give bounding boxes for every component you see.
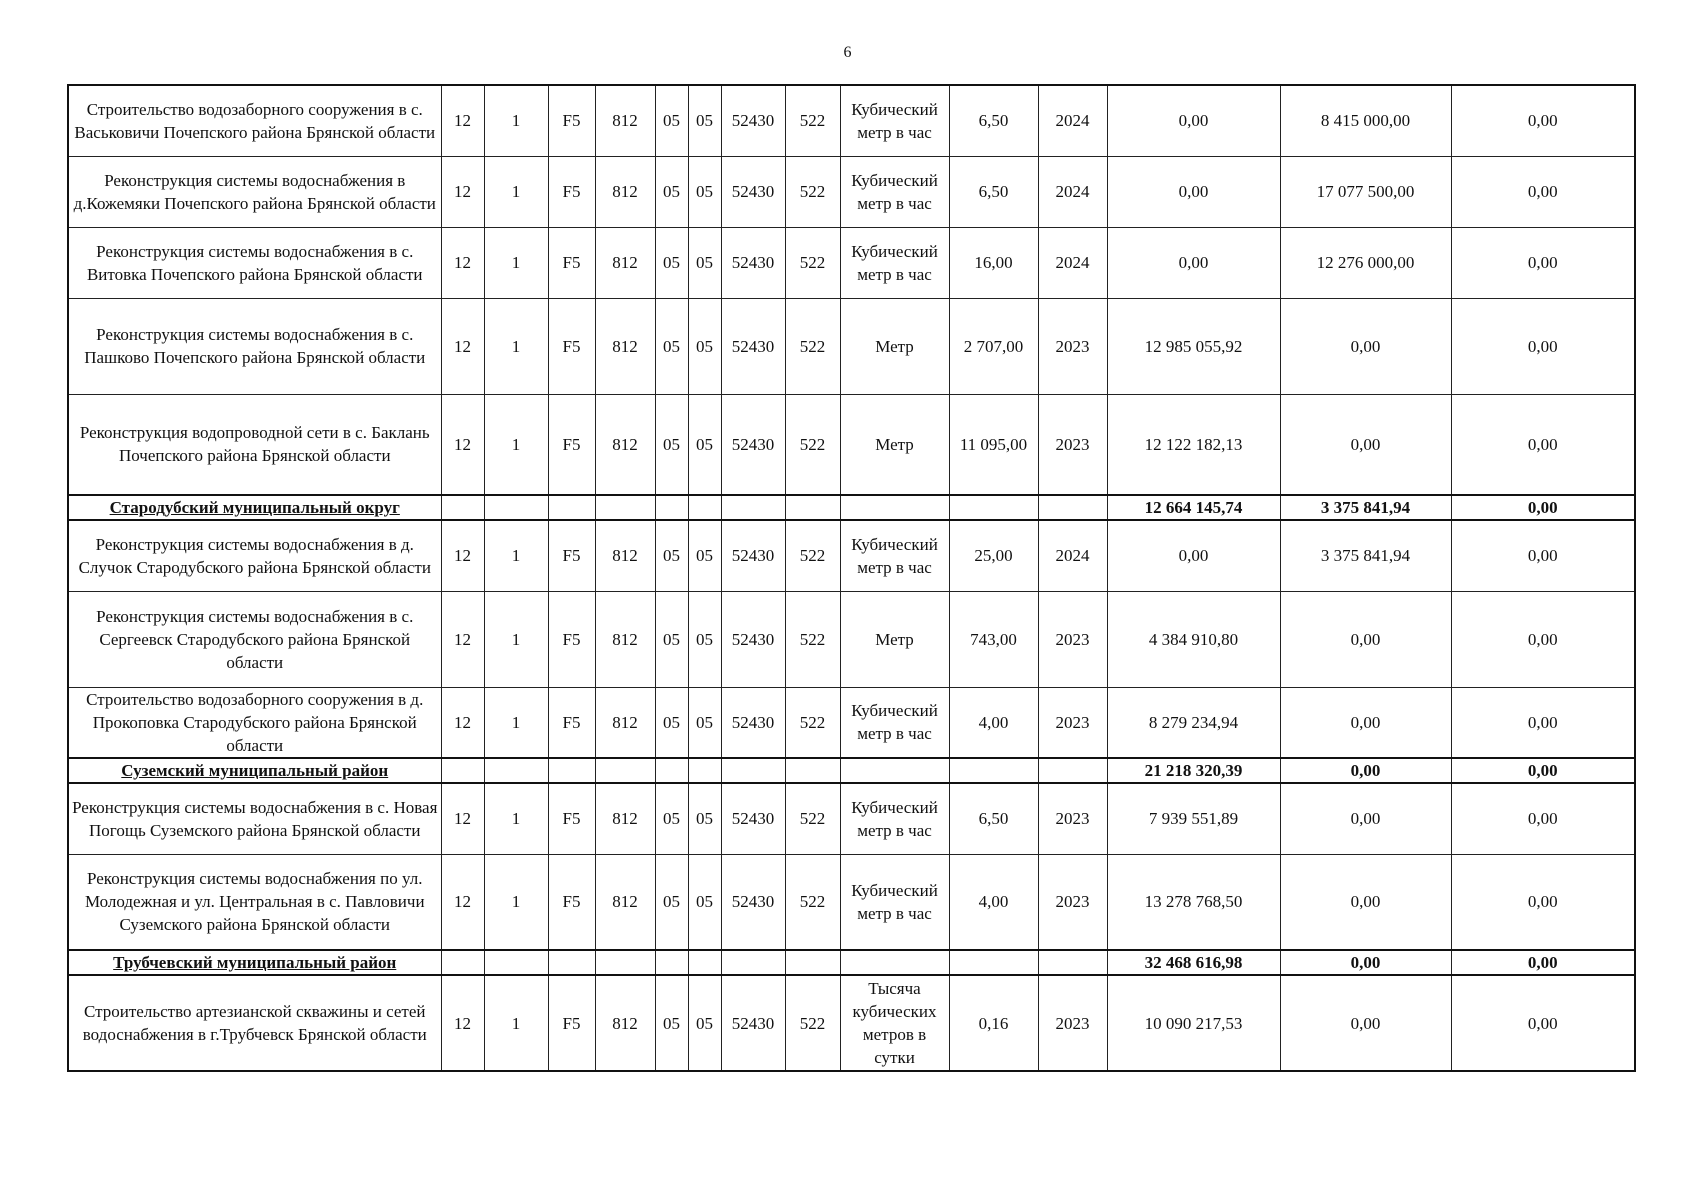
code-cell: 12	[441, 854, 484, 950]
code-cell: 522	[785, 298, 840, 394]
amount-2024: 0,00	[1280, 298, 1451, 394]
empty-cell	[441, 950, 484, 975]
amount-2025: 0,00	[1451, 783, 1635, 854]
code-cell: 522	[785, 854, 840, 950]
code-cell: 1	[484, 975, 548, 1071]
code-cell: 52430	[721, 394, 785, 495]
code-cell: 05	[688, 783, 721, 854]
page-number: 6	[843, 44, 852, 61]
code-cell: 1	[484, 520, 548, 591]
unit-cell: Кубический метр в час	[840, 156, 949, 227]
code-cell: 12	[441, 591, 484, 687]
amount-2023: 12 985 055,92	[1107, 298, 1280, 394]
district-name: Стародубский муниципальный округ	[68, 495, 441, 520]
quantity-cell: 6,50	[949, 783, 1038, 854]
unit-cell: Метр	[840, 298, 949, 394]
code-cell: F5	[548, 227, 595, 298]
group-total-row	[68, 950, 1635, 975]
code-cell: 52430	[721, 298, 785, 394]
unit-cell: Кубический метр в час	[840, 783, 949, 854]
amount-2025: 0,00	[1451, 950, 1635, 975]
code-cell: 05	[688, 854, 721, 950]
project-name: Реконструкция системы водоснабжения по ул. Молодежная и ул. Центральная в с. Павловичи Суземского района Брянской области	[68, 854, 441, 950]
table-row	[68, 854, 1635, 950]
project-name: Реконструкция системы водоснабжения в д.Кожемяки Почепского района Брянской области	[68, 156, 441, 227]
amount-2025: 0,00	[1451, 298, 1635, 394]
table-body	[68, 85, 1635, 1071]
code-cell: 12	[441, 156, 484, 227]
quantity-cell: 4,00	[949, 687, 1038, 758]
code-cell: 812	[595, 687, 655, 758]
unit-cell: Кубический метр в час	[840, 85, 949, 156]
code-cell: 522	[785, 783, 840, 854]
empty-cell	[595, 495, 655, 520]
code-cell: 812	[595, 854, 655, 950]
code-cell: 05	[688, 975, 721, 1071]
code-cell: 1	[484, 85, 548, 156]
code-cell: 1	[484, 783, 548, 854]
code-cell: 05	[655, 975, 688, 1071]
district-name: Суземский муниципальный район	[68, 758, 441, 783]
table-row	[68, 783, 1635, 854]
quantity-cell: 11 095,00	[949, 394, 1038, 495]
empty-cell	[1038, 495, 1107, 520]
project-name: Реконструкция системы водоснабжения в с. Витовка Почепского района Брянской области	[68, 227, 441, 298]
code-cell: 05	[655, 85, 688, 156]
unit-cell: Кубический метр в час	[840, 520, 949, 591]
empty-cell	[484, 495, 548, 520]
year-cell: 2024	[1038, 85, 1107, 156]
amount-2025: 0,00	[1451, 156, 1635, 227]
amount-2023: 21 218 320,39	[1107, 758, 1280, 783]
code-cell: 1	[484, 156, 548, 227]
code-cell: 1	[484, 854, 548, 950]
code-cell: 05	[688, 227, 721, 298]
amount-2025: 0,00	[1451, 758, 1635, 783]
empty-cell	[548, 495, 595, 520]
code-cell: 05	[655, 783, 688, 854]
code-cell: 812	[595, 298, 655, 394]
year-cell: 2024	[1038, 520, 1107, 591]
code-cell: 812	[595, 227, 655, 298]
code-cell: 12	[441, 227, 484, 298]
code-cell: 05	[655, 227, 688, 298]
project-name: Реконструкция системы водоснабжения в с. Новая Погощь Суземского района Брянской области	[68, 783, 441, 854]
code-cell: 52430	[721, 854, 785, 950]
project-name: Реконструкция системы водоснабжения в с. Сергеевск Стародубского района Брянской области	[68, 591, 441, 687]
quantity-cell: 0,16	[949, 975, 1038, 1071]
project-name: Реконструкция системы водоснабжения в д. Случок Стародубского района Брянской области	[68, 520, 441, 591]
amount-2023: 0,00	[1107, 85, 1280, 156]
amount-2024: 0,00	[1280, 758, 1451, 783]
unit-cell: Кубический метр в час	[840, 687, 949, 758]
empty-cell	[441, 758, 484, 783]
table-row	[68, 975, 1635, 1071]
code-cell: 52430	[721, 975, 785, 1071]
code-cell: 1	[484, 298, 548, 394]
code-cell: 52430	[721, 687, 785, 758]
amount-2025: 0,00	[1451, 520, 1635, 591]
amount-2024: 0,00	[1280, 950, 1451, 975]
amount-2025: 0,00	[1451, 394, 1635, 495]
empty-cell	[655, 950, 688, 975]
empty-cell	[484, 758, 548, 783]
year-cell: 2023	[1038, 854, 1107, 950]
amount-2025: 0,00	[1451, 591, 1635, 687]
quantity-cell: 6,50	[949, 85, 1038, 156]
code-cell: F5	[548, 298, 595, 394]
empty-cell	[1038, 758, 1107, 783]
empty-cell	[840, 950, 949, 975]
empty-cell	[785, 950, 840, 975]
amount-2023: 12 122 182,13	[1107, 394, 1280, 495]
year-cell: 2023	[1038, 394, 1107, 495]
code-cell: 52430	[721, 520, 785, 591]
code-cell: 1	[484, 394, 548, 495]
code-cell: F5	[548, 156, 595, 227]
code-cell: 05	[688, 520, 721, 591]
table-row	[68, 156, 1635, 227]
group-total-row	[68, 495, 1635, 520]
unit-cell: Метр	[840, 591, 949, 687]
code-cell: 12	[441, 298, 484, 394]
code-cell: 05	[688, 85, 721, 156]
code-cell: 1	[484, 227, 548, 298]
amount-2024: 8 415 000,00	[1280, 85, 1451, 156]
code-cell: F5	[548, 591, 595, 687]
code-cell: 05	[655, 156, 688, 227]
code-cell: 52430	[721, 156, 785, 227]
code-cell: 12	[441, 394, 484, 495]
code-cell: F5	[548, 783, 595, 854]
code-cell: 05	[655, 591, 688, 687]
project-name: Строительство водозаборного сооружения в д. Прокоповка Стародубского района Брянской области	[68, 687, 441, 758]
year-cell: 2023	[1038, 783, 1107, 854]
empty-cell	[441, 495, 484, 520]
code-cell: 52430	[721, 85, 785, 156]
project-name: Строительство водозаборного сооружения в с. Васьковичи Почепского района Брянской области	[68, 85, 441, 156]
code-cell: 52430	[721, 227, 785, 298]
code-cell: 05	[688, 298, 721, 394]
quantity-cell: 6,50	[949, 156, 1038, 227]
amount-2024: 17 077 500,00	[1280, 156, 1451, 227]
empty-cell	[688, 758, 721, 783]
year-cell: 2023	[1038, 687, 1107, 758]
amount-2024: 0,00	[1280, 394, 1451, 495]
empty-cell	[548, 758, 595, 783]
amount-2024: 0,00	[1280, 591, 1451, 687]
unit-cell: Кубический метр в час	[840, 227, 949, 298]
code-cell: 812	[595, 156, 655, 227]
amount-2024: 3 375 841,94	[1280, 520, 1451, 591]
code-cell: 522	[785, 85, 840, 156]
amount-2023: 13 278 768,50	[1107, 854, 1280, 950]
empty-cell	[949, 950, 1038, 975]
budget-table	[67, 84, 1636, 1072]
year-cell: 2024	[1038, 156, 1107, 227]
unit-cell: Метр	[840, 394, 949, 495]
code-cell: 522	[785, 156, 840, 227]
quantity-cell: 2 707,00	[949, 298, 1038, 394]
table-row	[68, 520, 1635, 591]
amount-2023: 0,00	[1107, 227, 1280, 298]
amount-2024: 12 276 000,00	[1280, 227, 1451, 298]
year-cell: 2023	[1038, 591, 1107, 687]
project-name: Реконструкция системы водоснабжения в с. Пашково Почепского района Брянской области	[68, 298, 441, 394]
quantity-cell: 4,00	[949, 854, 1038, 950]
year-cell: 2023	[1038, 298, 1107, 394]
empty-cell	[1038, 950, 1107, 975]
code-cell: 05	[688, 687, 721, 758]
empty-cell	[688, 950, 721, 975]
code-cell: 05	[655, 854, 688, 950]
amount-2025: 0,00	[1451, 227, 1635, 298]
code-cell: 12	[441, 520, 484, 591]
code-cell: 812	[595, 394, 655, 495]
empty-cell	[785, 495, 840, 520]
code-cell: 05	[688, 591, 721, 687]
code-cell: 522	[785, 687, 840, 758]
table-row	[68, 394, 1635, 495]
code-cell: 52430	[721, 783, 785, 854]
amount-2023: 7 939 551,89	[1107, 783, 1280, 854]
empty-cell	[548, 950, 595, 975]
amount-2025: 0,00	[1451, 854, 1635, 950]
empty-cell	[840, 495, 949, 520]
code-cell: 812	[595, 520, 655, 591]
amount-2024: 0,00	[1280, 783, 1451, 854]
code-cell: 812	[595, 975, 655, 1071]
amount-2023: 12 664 145,74	[1107, 495, 1280, 520]
amount-2025: 0,00	[1451, 85, 1635, 156]
code-cell: 1	[484, 687, 548, 758]
code-cell: 52430	[721, 591, 785, 687]
code-cell: 05	[688, 394, 721, 495]
empty-cell	[721, 950, 785, 975]
code-cell: F5	[548, 520, 595, 591]
empty-cell	[949, 758, 1038, 783]
amount-2023: 10 090 217,53	[1107, 975, 1280, 1071]
unit-cell: Тысяча кубических метров в сутки	[840, 975, 949, 1071]
amount-2025: 0,00	[1451, 687, 1635, 758]
table-row	[68, 687, 1635, 758]
code-cell: 812	[595, 783, 655, 854]
project-name: Строительство артезианской скважины и сетей водоснабжения в г.Трубчевск Брянской области	[68, 975, 441, 1071]
code-cell: 05	[688, 156, 721, 227]
code-cell: 12	[441, 975, 484, 1071]
empty-cell	[688, 495, 721, 520]
code-cell: 12	[441, 85, 484, 156]
table-row	[68, 227, 1635, 298]
empty-cell	[721, 495, 785, 520]
table-row	[68, 591, 1635, 687]
code-cell: 812	[595, 591, 655, 687]
group-total-row	[68, 758, 1635, 783]
code-cell: 05	[655, 394, 688, 495]
amount-2023: 4 384 910,80	[1107, 591, 1280, 687]
year-cell: 2023	[1038, 975, 1107, 1071]
code-cell: 12	[441, 783, 484, 854]
project-name: Реконструкция водопроводной сети в с. Баклань Почепского района Брянской области	[68, 394, 441, 495]
code-cell: 05	[655, 687, 688, 758]
code-cell: 05	[655, 298, 688, 394]
code-cell: F5	[548, 975, 595, 1071]
code-cell: F5	[548, 687, 595, 758]
empty-cell	[949, 495, 1038, 520]
empty-cell	[785, 758, 840, 783]
code-cell: 522	[785, 591, 840, 687]
code-cell: 522	[785, 227, 840, 298]
year-cell: 2024	[1038, 227, 1107, 298]
empty-cell	[840, 758, 949, 783]
unit-cell: Кубический метр в час	[840, 854, 949, 950]
code-cell: 05	[655, 520, 688, 591]
code-cell: F5	[548, 854, 595, 950]
code-cell: 522	[785, 394, 840, 495]
amount-2025: 0,00	[1451, 975, 1635, 1071]
code-cell: 522	[785, 520, 840, 591]
amount-2023: 8 279 234,94	[1107, 687, 1280, 758]
code-cell: 522	[785, 975, 840, 1071]
amount-2023: 32 468 616,98	[1107, 950, 1280, 975]
empty-cell	[595, 950, 655, 975]
code-cell: 12	[441, 687, 484, 758]
amount-2024: 0,00	[1280, 975, 1451, 1071]
empty-cell	[655, 758, 688, 783]
amount-2025: 0,00	[1451, 495, 1635, 520]
quantity-cell: 25,00	[949, 520, 1038, 591]
district-name: Трубчевский муниципальный район	[68, 950, 441, 975]
code-cell: F5	[548, 394, 595, 495]
empty-cell	[721, 758, 785, 783]
table-row	[68, 298, 1635, 394]
amount-2024: 0,00	[1280, 687, 1451, 758]
code-cell: 812	[595, 85, 655, 156]
amount-2023: 0,00	[1107, 520, 1280, 591]
amount-2024: 3 375 841,94	[1280, 495, 1451, 520]
quantity-cell: 16,00	[949, 227, 1038, 298]
quantity-cell: 743,00	[949, 591, 1038, 687]
code-cell: F5	[548, 85, 595, 156]
empty-cell	[595, 758, 655, 783]
amount-2023: 0,00	[1107, 156, 1280, 227]
code-cell: 1	[484, 591, 548, 687]
amount-2024: 0,00	[1280, 854, 1451, 950]
empty-cell	[484, 950, 548, 975]
empty-cell	[655, 495, 688, 520]
table-row	[68, 85, 1635, 156]
